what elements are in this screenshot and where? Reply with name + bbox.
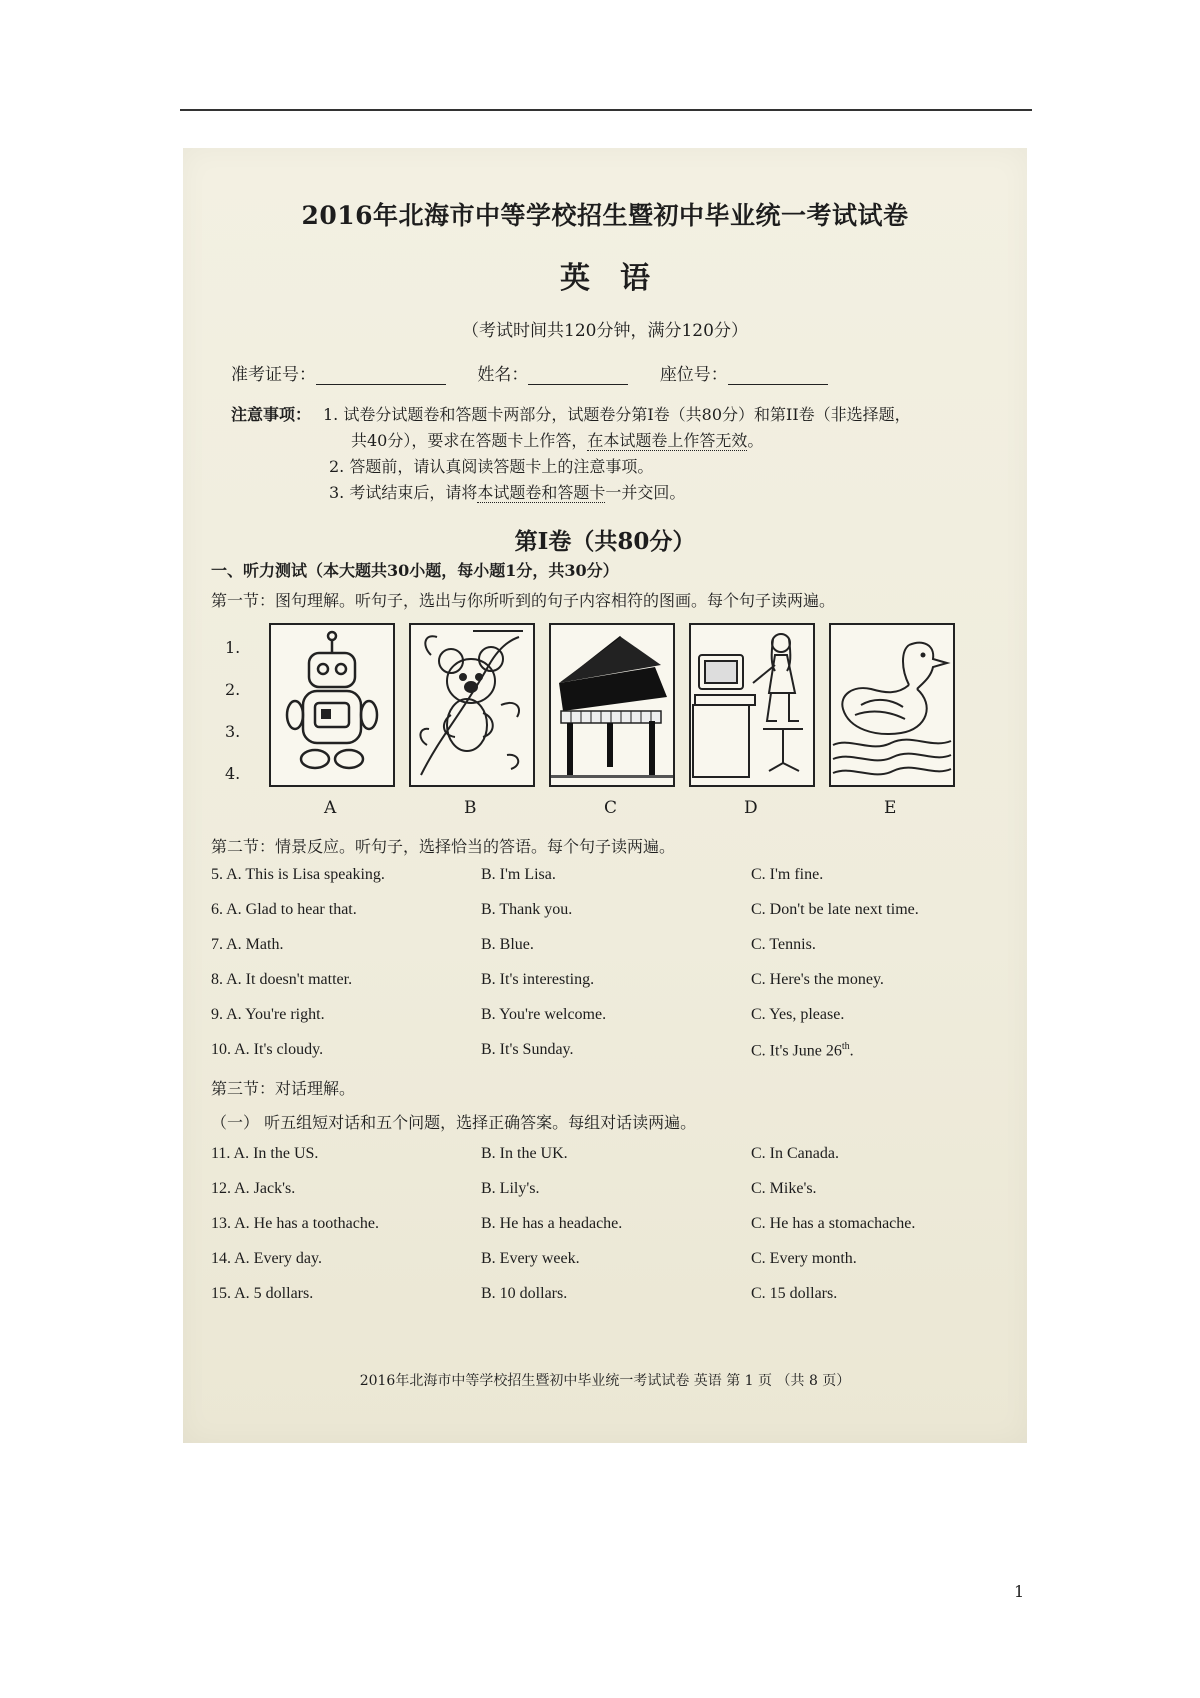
question-option: B. In the UK. [481,1145,568,1162]
date-text: C. It's June 26 [751,1042,842,1060]
picture-letter: D [744,798,758,818]
note-1b-pre: 共40分），要求在答题卡上作答， [351,431,588,450]
question-option: B. Thank you. [481,901,573,918]
picture-letter: B [464,798,477,818]
note-1b-post: 。 [747,431,764,450]
duck-picture [829,623,955,787]
date-period: . [849,1042,854,1060]
picture-question-number: 1. [225,638,241,657]
question-option: C. 15 dollars. [751,1285,838,1302]
candidate-fields [231,360,854,385]
section1-heading: 一、听力测试（本大题共30小题，每小题1分，共30分） [211,561,619,580]
note-1b-emph: 在本试题卷上作答无效 [587,431,748,450]
question-option: C. Don't be late next time. [751,901,919,918]
question-option: B. Lily's. [481,1180,540,1197]
question-option: 15. A. 5 dollars. [211,1285,314,1302]
note-3-emph: 本试题卷和答题卡 [477,483,606,502]
note-1a: 1. 试卷分试题卷和答题卡两部分，试题卷分第I卷（共80分）和第II卷（非选择题， [323,405,911,424]
question-option: C. Here's the money. [751,971,884,988]
question-option: C. Mike's. [751,1180,817,1197]
question-option: 11. A. In the US. [211,1145,319,1162]
section1-sub3-1: （一） 听五组短对话和五个问题，选择正确答案。每组对话读两遍。 [211,1113,697,1132]
scanned-exam-page [183,148,1027,1443]
exam-time-info: （考试时间共120分钟，满分120分） [462,321,748,341]
piano-icon [551,625,673,785]
picture-letter: A [324,798,337,818]
robot-picture [269,623,395,787]
section1-sub2: 第二节：情景反应。听句子，选择恰当的答语。每个句子读两遍。 [211,837,676,856]
picture-question-number: 3. [225,722,241,741]
question-option: B. 10 dollars. [481,1285,568,1302]
robot-icon [271,625,393,785]
exam-id-blank [316,368,446,385]
note-2: 2. 答题前，请认真阅读答题卡上的注意事项。 [329,457,654,476]
question-option: B. I'm Lisa. [481,866,556,883]
page-number: 1 [1014,1582,1025,1601]
top-rule [180,109,1032,111]
question-option: 9. A. You're right. [211,1006,325,1023]
note-3 [329,480,685,503]
exam-subject: 英语 [560,261,680,296]
computer-girl-icon [691,625,813,785]
koala-picture [409,623,535,787]
notes-label: 注意事项： [231,405,312,424]
picture-question-number: 2. [225,680,241,699]
note-3-pre: 3. 考试结束后，请将 [329,483,478,502]
question-option-with-date [751,1041,854,1060]
date-suffix: th [841,1041,850,1052]
picture-question-number: 4. [225,764,241,783]
question-option: C. Yes, please. [751,1006,845,1023]
question-option: 10. A. It's cloudy. [211,1041,324,1058]
piano-picture [549,623,675,787]
note-1b [351,428,763,451]
koala-icon [411,625,533,785]
name-label: 姓名： [477,365,529,385]
question-option: 14. A. Every day. [211,1250,322,1267]
exam-title: 2016年北海市中等学校招生暨初中毕业统一考试试卷 [301,201,909,230]
question-option: C. I'm fine. [751,866,824,883]
section1-sub3: 第三节：对话理解。 [211,1079,356,1098]
page-footer: 2016年北海市中等学校招生暨初中毕业统一考试试卷 英语 第 1 页 （共 8 页） [359,1373,851,1389]
picture-letter: C [604,798,618,818]
section1-sub1: 第一节：图句理解。听句子，选出与你所听到的句子内容相符的图画。每个句子读两遍。 [211,591,836,610]
question-option: B. It's interesting. [481,971,595,988]
part1-title: 第I卷（共80分） [514,528,696,555]
question-option: C. He has a stomachache. [751,1215,916,1232]
question-option: B. Every week. [481,1250,580,1267]
question-option: B. Blue. [481,936,534,953]
question-option: B. It's Sunday. [481,1041,574,1058]
question-option: 6. A. Glad to hear that. [211,901,357,918]
question-option: C. Every month. [751,1250,857,1267]
exam-id-label: 准考证号： [231,365,316,385]
question-option: 12. A. Jack's. [211,1180,296,1197]
question-option: B. He has a headache. [481,1215,623,1232]
note-3-post: 一并交回。 [605,483,686,502]
computer-girl-picture [689,623,815,787]
seat-label: 座位号： [659,365,728,385]
duck-icon [831,625,953,785]
seat-blank [728,368,828,385]
name-blank [528,368,628,385]
question-option: C. Tennis. [751,936,816,953]
question-option: 8. A. It doesn't matter. [211,971,353,988]
question-option: B. You're welcome. [481,1006,607,1023]
question-option: 13. A. He has a toothache. [211,1215,379,1232]
question-option: 7. A. Math. [211,936,284,953]
question-option: 5. A. This is Lisa speaking. [211,866,385,883]
question-option: C. In Canada. [751,1145,839,1162]
picture-letter: E [884,798,897,818]
